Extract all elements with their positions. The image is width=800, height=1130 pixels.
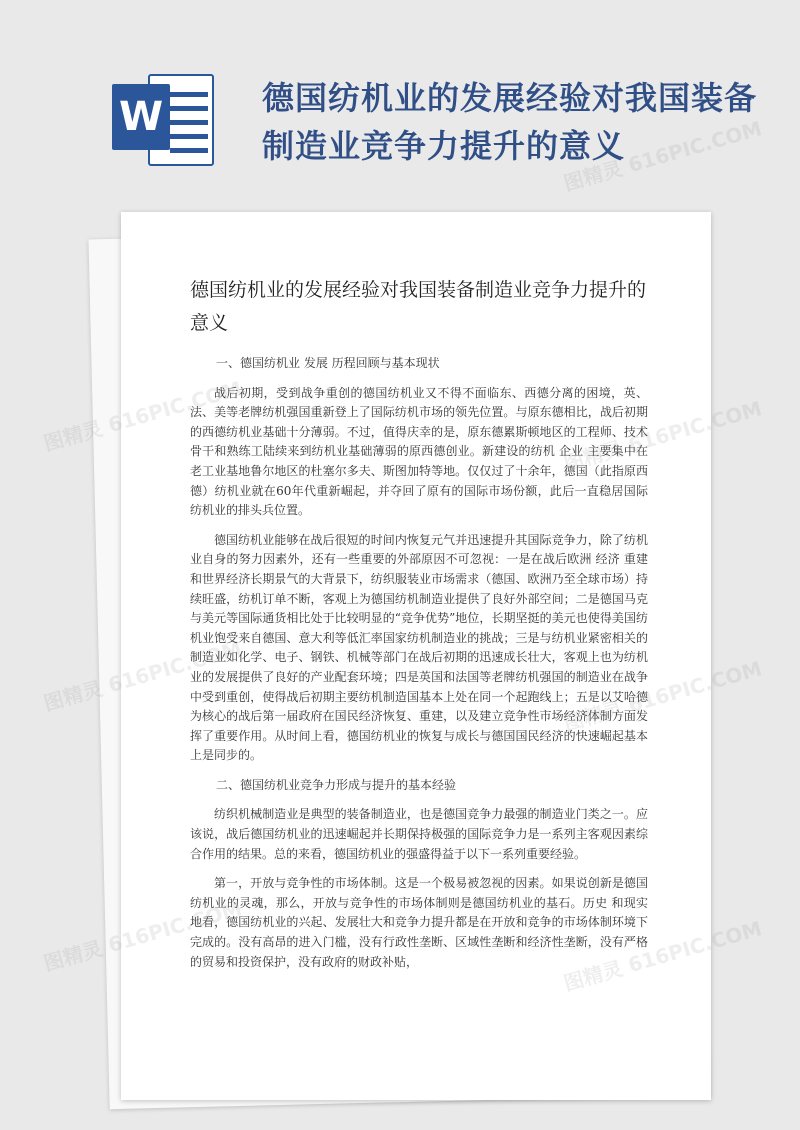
document-title: 德国纺机业的发展经验对我国装备制造业竞争力提升的意义 [190,279,647,334]
section-heading-1: 一、德国纺机业 发展 历程回顾与基本现状 [216,356,440,370]
document-body [190,354,648,972]
paragraph-1: 战后初期，受到战争重创的德国纺机业又不得不面临东、西德分离的困境，英、法、美等老牌纺机强国重新登上了国际纺机市场的领先位置。与原东德相比，战后初期的西德纺机业基础十分薄弱。不过，值得庆幸的是，原东德累斯顿地区的工程师、技术骨干和熟练工陆续来到纺机业基础薄弱的原西德创业。新建设的纺机 企业 主要集中在老工业基地鲁尔地区的杜塞尔多夫、斯图加特等地。仅仅过了十余年，德国（此指原西德）纺机业就在60年代重新崛起，并夺回了原有的国际市场份额，此后一直稳居国际纺机业的排头兵位置。 [190,385,648,518]
doc-line [170,120,208,125]
word-document-icon [112,68,216,172]
doc-line [170,134,208,139]
word-letter: W [112,84,170,150]
paragraph-3: 纺织机械制造业是典型的装备制造业，也是德国竞争力最强的制造业门类之一。应该说，战后德国纺机业的迅速崛起并长期保持极强的国际竞争力是一系列主客观因素综合作用的结果。总的来看，德国纺机业的强盛得益于以下一系列重要经验。 [190,807,648,861]
doc-line [170,106,208,111]
doc-line [170,148,208,153]
watermark: 图精灵 [41,416,106,456]
watermark: 图精灵 [41,676,106,716]
section-heading-2: 二、德国纺机业竞争力形成与提升的基本经验 [216,777,457,792]
watermark: 图精灵 [41,936,106,976]
paragraph-4: 第一，开放与竞争性的市场体制。这是一个极易被忽视的因素。如果说创新是德国纺机业的灵魂，那么，开放与竞争性的市场体制则是德国纺机业的基石。历史 和现实地看，德国纺机业的兴起、发展壮大和竞争力提升都是在开放和竞争的市场体制环境下完成的。没有高昂的进入门槛，没有行政性垄断、区域性垄断和经济性垄断，没有严格的贸易和投资保护，没有政府的财政补贴， [190,876,648,969]
banner-title: 德国纺机业的发展经验对我国装备制造业竞争力提升的意义 [262,79,758,165]
header-banner [0,0,800,200]
watermark: 图精灵 616PIC.COM [561,116,765,196]
doc-line [170,92,208,97]
document-page [121,212,711,1100]
paragraph-2: 德国纺机业能够在战后很短的时间内恢复元气并迅速提升其国际竞争力，除了纺机业自身的努力因素外，还有一些重要的外部原因不可忽视：一是在战后欧洲 经济 重建和世界经济长期景气的大背景下，纺织服装业市场需求（德国、欧洲乃至全球市场）持续旺盛，纺机订单不断，客观上为德国纺机制造业提供了良好外部空间；二是德国马克与美元等国际通货相比处于比较明显的“竞争优势”地位，长期坚挺的美元也使得美国纺机业饱受来自德国、意大利等低汇率国家纺机制造业的挑战；三是与纺机业紧密相关的制造业如化学、电子、钢铁、机械等部门在战后初期的迅速成长壮大，客观上也为纺机业的发展提供了良好的产业配套环境；四是英国和法国等老牌纺机强国的制造业在战争中受到重创，使得战后初期主要纺机制造国基本上处在同一个起跑线上；五是以艾哈德为核心的战后第一届政府在国民经济恢复、重建，以及建立竞争性市场经济体制方面发挥了重要作用。从时间上看，德国纺机业的恢复与成长与德国国民经济的快速崛起基本上是同步的。 [190,532,648,763]
